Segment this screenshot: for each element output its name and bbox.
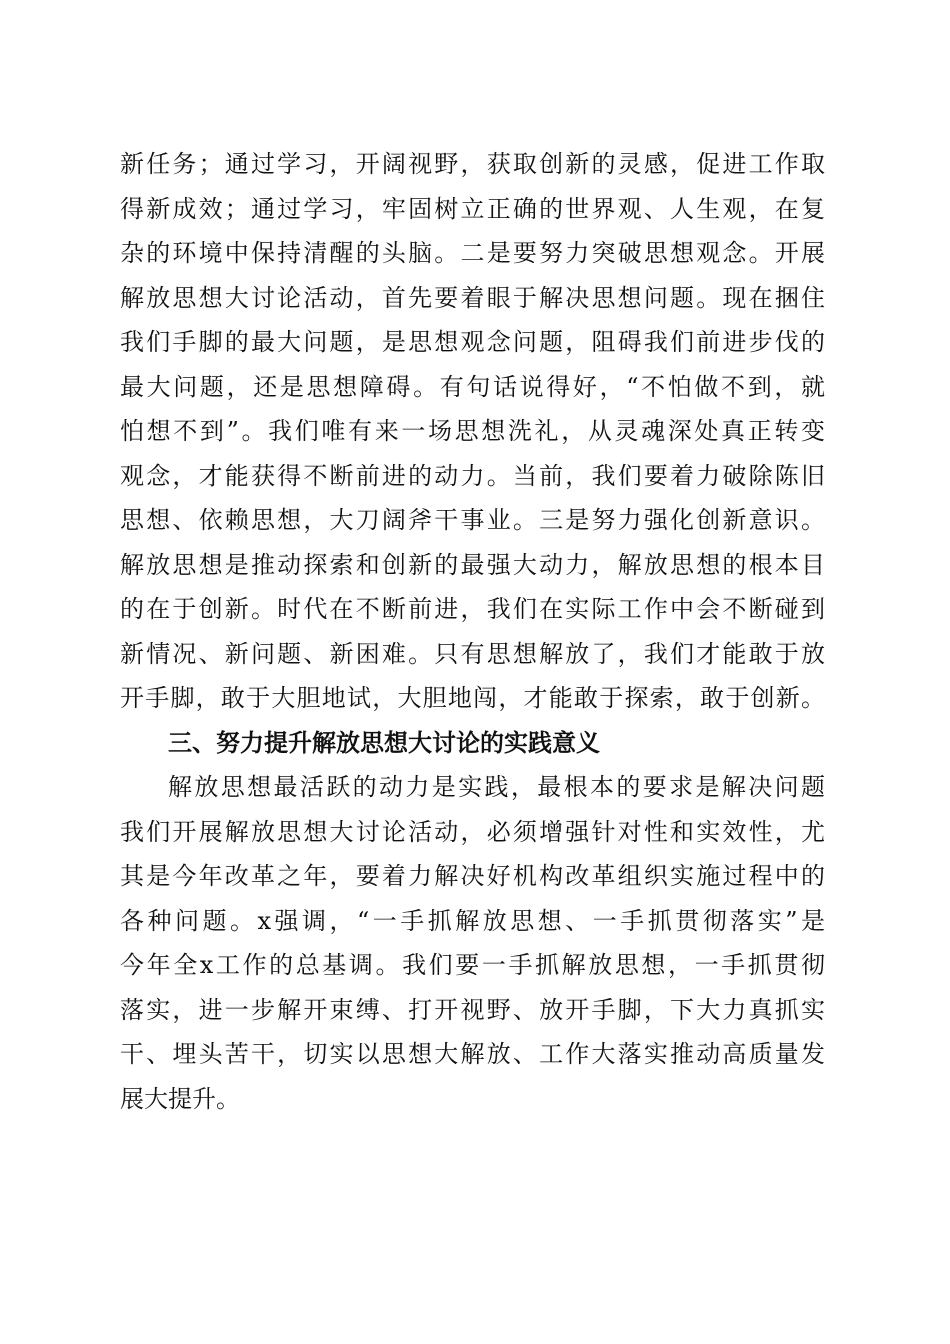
text-line: 杂的环境中保持清醒的头脑。二是要努力突破思想观念。开展	[120, 239, 825, 267]
text-line: 得新成效；通过学习，牢固树立正确的世界观、人生观，在复	[120, 194, 825, 223]
text-line: 我们开展解放思想大讨论活动，必须增强针对性和实效性，尤	[120, 817, 825, 846]
text-line: 落实，进一步解开束缚、打开视野、放开手脚，下大力真抓实	[120, 995, 825, 1024]
text-line: 思想、依赖思想，大刀阔斧干事业。三是努力强化创新意识。	[120, 506, 825, 534]
paragraph-section-3	[120, 765, 825, 1121]
text-line: 干、埋头苦干，切实以思想大解放、工作大落实推动高质量发	[120, 1040, 825, 1068]
text-line: 展大提升。	[120, 1084, 240, 1113]
text-line: 新任务；通过学习，开阔视野，获取创新的灵感，促进工作取	[120, 150, 825, 178]
text-line: 我们手脚的最大问题，是思想观念问题，阻碍我们前进步伐的	[120, 328, 825, 356]
text-line: 各种问题。x强调，“一手抓解放思想、一手抓贯彻落实”是	[120, 906, 825, 935]
text-line: 其是今年改革之年，要着力解决好机构改革组织实施过程中的	[120, 862, 825, 890]
text-line: 解放思想大讨论活动，首先要着眼于解决思想问题。现在捆住	[120, 283, 825, 312]
text-line: 开手脚，敢于大胆地试，大胆地闯，才能敢于探索，敢于创新。	[120, 684, 825, 712]
text-line: 新情况、新问题、新困难。只有思想解放了，我们才能敢于放	[120, 639, 825, 668]
paragraph-continued	[120, 142, 825, 721]
text-line: 的在于创新。时代在不断前进，我们在实际工作中会不断碰到	[120, 595, 825, 623]
text-line: 今年全x工作的总基调。我们要一手抓解放思想，一手抓贯彻	[120, 951, 825, 979]
section-heading: 三、努力提升解放思想大讨论的实践意义	[168, 728, 600, 757]
text-line: 最大问题，还是思想障碍。有句话说得好，“不怕做不到，就	[120, 372, 825, 401]
text-line: 解放思想最活跃的动力是实践，最根本的要求是解决问题	[168, 773, 825, 801]
text-line: 解放思想是推动探索和创新的最强大动力，解放思想的根本目	[120, 550, 825, 579]
text-line: 怕想不到”。我们唯有来一场思想洗礼，从灵魂深处真正转变	[120, 417, 825, 445]
document-body	[120, 142, 825, 1121]
text-line: 观念，才能获得不断前进的动力。当前，我们要着力破除陈旧	[120, 461, 825, 490]
